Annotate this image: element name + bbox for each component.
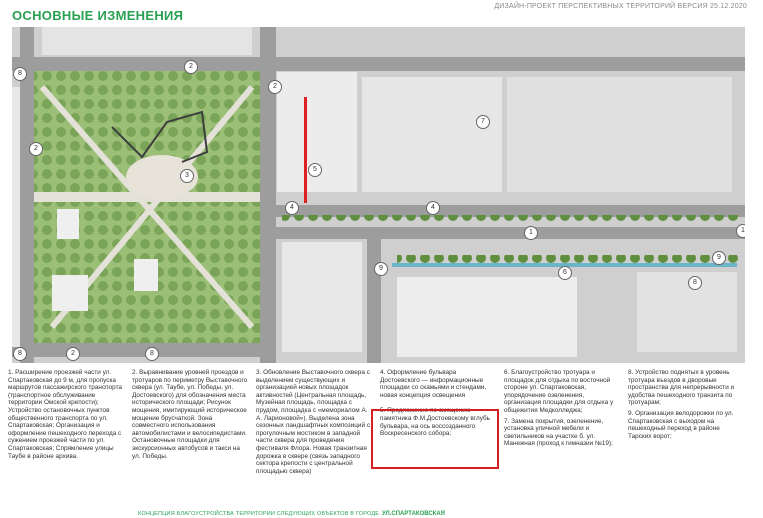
item-text: Предложение по смещению памятника Ф.М.Достоевскому вглубь бульвара, на ось воссозданного Воскресенского собора; <box>380 407 490 438</box>
item-text: Организация велодорожки по ул. Спартаковская с выходом на пешеходный переход в районе Тарских ворот; <box>628 409 734 440</box>
item-number: 5. <box>380 407 386 415</box>
map-marker: 2 <box>184 60 198 74</box>
item-number: 2. <box>132 369 138 376</box>
map-marker: 7 <box>476 115 490 129</box>
change-item <box>132 369 249 463</box>
site-plan-map <box>12 27 745 363</box>
map-marker: 8 <box>13 67 27 81</box>
item-text: Оформление бульвара Достоевского — информационные площадки со скамьями и стендами, новая концепция освещения <box>380 369 487 399</box>
item-number: 7. <box>504 417 510 425</box>
map-marker: 4 <box>426 201 440 215</box>
site-plan-drawing <box>12 27 745 363</box>
item-number: 1. <box>8 369 14 376</box>
map-marker: 8 <box>145 347 159 361</box>
change-item-group <box>504 369 621 451</box>
monument-shift-axis <box>304 97 307 203</box>
map-marker: 3 <box>180 169 194 183</box>
page-title: ОСНОВНЫЕ ИЗМЕНЕНИЯ <box>12 8 184 23</box>
item-text: Устройство поднятых в уровень тротуара въездов в дворовые пространства для непрерывности и удобства пешеходного транзита по тротуарам; <box>628 369 735 407</box>
map-marker: 9 <box>712 251 726 265</box>
map-marker: 8 <box>13 347 27 361</box>
footer-caption: КОНЦЕПЦИЯ БЛАГОУСТРОЙСТВА ТЕРРИТОРИИ СЛЕДУЮЩИХ ОБЪЕКТОВ В ГОРОДЕ <box>138 511 380 517</box>
item-number: 8. <box>628 369 634 376</box>
item-5-highlight-frame <box>371 409 499 469</box>
change-item <box>8 369 125 463</box>
map-marker: 9 <box>374 262 388 276</box>
item-number: 9. <box>628 409 634 417</box>
page-subtitle: ДИЗАЙН-ПРОЕКТ ПЕРСПЕКТИВНЫХ ТЕРРИТОРИЙ ВЕРСИЯ 25.12.2020 <box>494 3 747 10</box>
item-number: 3. <box>256 369 262 376</box>
map-marker: 8 <box>688 276 702 290</box>
change-item <box>256 369 373 478</box>
map-marker: 5 <box>308 163 322 177</box>
map-marker: 2 <box>268 80 282 94</box>
change-item-group <box>628 369 745 443</box>
item-number: 6. <box>504 369 510 376</box>
map-marker: 2 <box>29 142 43 156</box>
footer-street: УЛ.СПАРТАКОВСКАЯ <box>382 511 445 517</box>
item-text: Расширение проезжей части ул. Спартаковская до 9 м, для пропуска маршрутов пассажирского транспорта (транспортное обслуживание территории Омской крепости); Устройство остановочных пунктов общественного транспорта по ул. Спартаковская; Организация и оформление пешеходного перехода с сужением проезжей части по ул. Спартаковская; Спрямление улицы Таубе в районе архива. <box>8 369 122 460</box>
item-text: Обновление Выставочного сквера с выделением существующих и организацией новых площадок активностей (Центральная площадь, Музейная площадь, площадка с прудом, площадка с «мемориалом А. А. Ларионовой»). Выделена зона сезонных ландшафтных композиций с прогулочным мостиком в западной части сквера для проведения фестиваля Флора. Новая транзитная дорожка в сквере (связь западного сектора крепости с центральной площадью сквера) <box>256 369 371 475</box>
item-number: 4. <box>380 369 386 376</box>
map-marker: 4 <box>285 201 299 215</box>
item-text: Выравнивание уровней проездов и тротуаров по периметру Выставочного сквера (ул. Таубе, ул. Победы, ул. Достоевского) для обозначения места исторического площади; Рисунок мощения, имитирующий историческое мощение брусчаткой. Зона совместного использования автомобилистами и велосипедистами. Остановочные площадки для экскурсионных автобусов и такси на ул. Победы. <box>132 369 248 460</box>
map-marker: 2 <box>66 347 80 361</box>
item-text: Замена покрытия, озеленение, установка уличной мебели и светильников на участке б. ул. Манежная (проход к гимназии №19); <box>504 417 613 448</box>
map-marker: 6 <box>558 266 572 280</box>
map-marker: 1 <box>736 224 745 238</box>
map-marker: 1 <box>524 226 538 240</box>
item-text: Благоустройство тротуара и площадок для отдыха по восточной стороне ул. Спартаковская, упорядочение озеленения, организация площадки для отдыха у общежития Медколледжа; <box>504 369 614 414</box>
